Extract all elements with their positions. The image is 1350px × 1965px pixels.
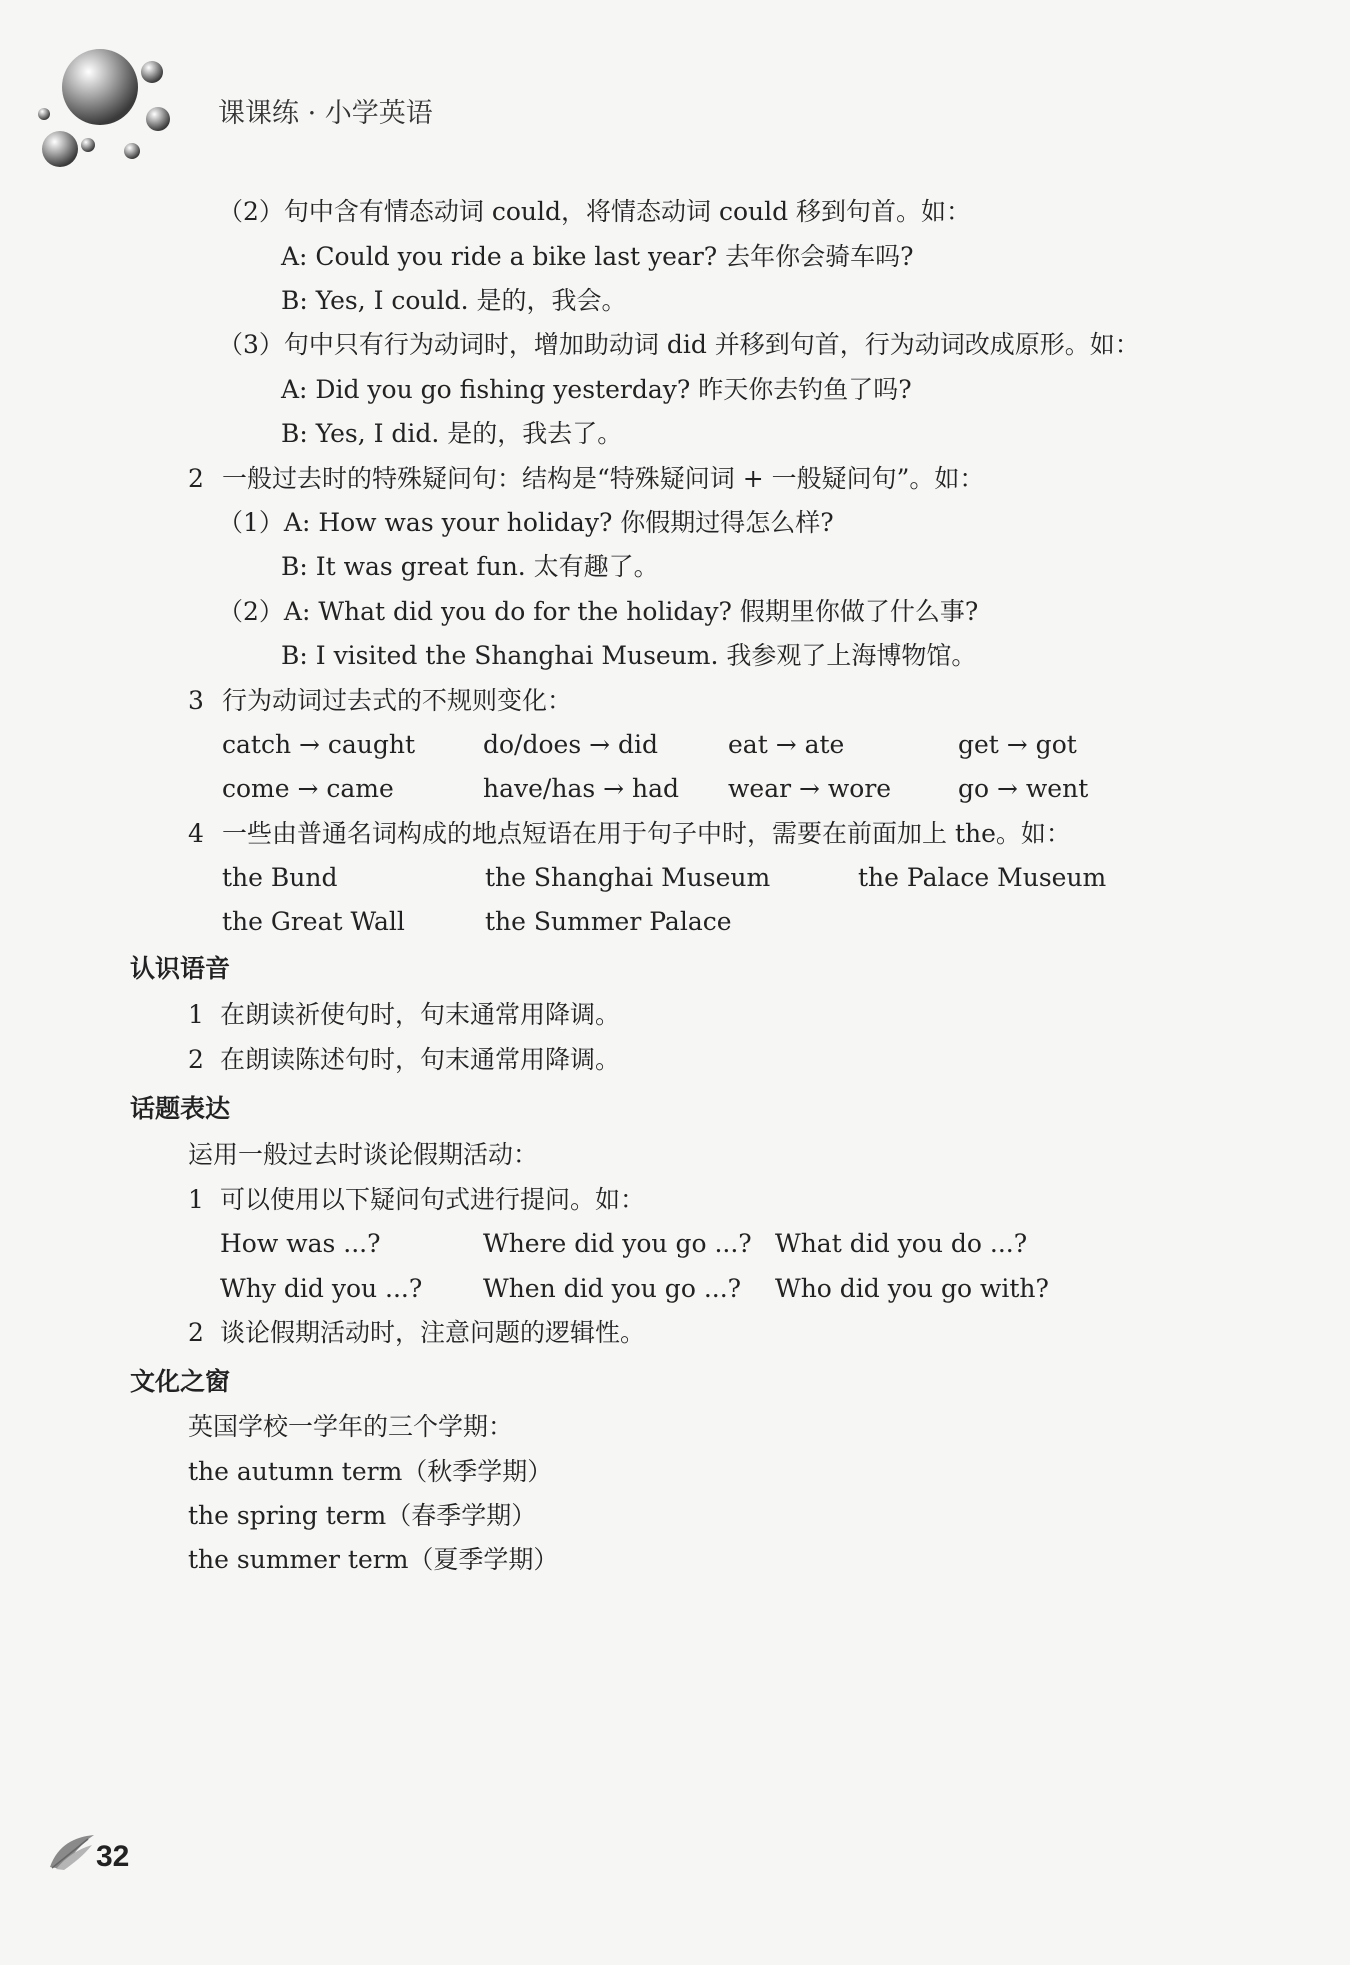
example-b: B: Yes, I could. 是的，我会。 — [281, 286, 627, 315]
point-text: 在朗读祈使句时，句末通常用降调。 — [220, 1000, 621, 1029]
point-text: 一般过去时的特殊疑问句：结构是“特殊疑问词 + 一般疑问句”。如： — [222, 464, 985, 493]
place-phrase: the Bund — [222, 863, 338, 892]
verb-form: get → got — [958, 730, 1077, 759]
example-b: B: I visited the Shanghai Museum. 我参观了上海博物馆。 — [281, 641, 977, 670]
point-number: 2 — [188, 1045, 204, 1074]
place-phrase: the Palace Museum — [858, 863, 1107, 892]
example-b: B: It was great fun. 太有趣了。 — [281, 552, 659, 581]
section-intro: 英国学校一学年的三个学期： — [188, 1412, 514, 1441]
example-a: （1）A: How was your holiday? 你假期过得怎么样? — [218, 508, 834, 537]
term-item: the autumn term（秋季学期） — [188, 1457, 553, 1486]
verb-form: catch → caught — [222, 730, 416, 759]
verb-form: come → came — [222, 774, 394, 803]
place-phrase: the Shanghai Museum — [485, 863, 771, 892]
point-text: 在朗读陈述句时，句末通常用降调。 — [220, 1045, 621, 1074]
header-title: 课课练 · 小学英语 — [218, 98, 433, 129]
verb-form: have/has → had — [483, 774, 680, 803]
page-number: 32 — [96, 1840, 130, 1873]
leaf-icon — [48, 1833, 96, 1871]
question-pattern: How was ...? — [220, 1229, 381, 1258]
term-item: the summer term（夏季学期） — [188, 1545, 559, 1574]
verb-form: eat → ate — [728, 730, 845, 759]
example-a: （2）A: What did you do for the holiday? 假期里你做了什么事? — [218, 597, 979, 626]
section-heading: 话题表达 — [130, 1094, 231, 1123]
point-number: 3 — [188, 686, 204, 715]
verb-form: wear → wore — [728, 774, 892, 803]
point-number: 1 — [188, 1185, 204, 1214]
question-pattern: Why did you ...? — [220, 1274, 423, 1303]
example-a: A: Could you ride a bike last year? 去年你会骑车吗? — [281, 242, 914, 271]
section-heading: 认识语音 — [130, 954, 231, 983]
question-pattern: Who did you go with? — [775, 1274, 1049, 1303]
verb-form: do/does → did — [483, 730, 658, 759]
term-item: the spring term（春季学期） — [188, 1501, 537, 1530]
example-b: B: Yes, I did. 是的，我去了。 — [281, 419, 623, 448]
example-a: A: Did you go fishing yesterday? 昨天你去钓鱼了吗? — [281, 375, 912, 404]
point-number: 4 — [188, 819, 204, 848]
question-pattern: What did you do ...? — [775, 1229, 1028, 1258]
verb-form: go → went — [958, 774, 1089, 803]
section-intro: 运用一般过去时谈论假期活动： — [188, 1140, 539, 1169]
question-pattern: Where did you go ...? — [483, 1229, 752, 1258]
point-text: 一些由普通名词构成的地点短语在用于句子中时，需要在前面加上 the。如： — [222, 819, 1071, 848]
section-heading: 文化之窗 — [130, 1367, 231, 1396]
bubbles-decoration — [30, 45, 180, 175]
point-number: 2 — [188, 1318, 204, 1347]
place-phrase: the Great Wall — [222, 907, 405, 936]
point-text: 可以使用以下疑问句式进行提问。如： — [220, 1185, 646, 1214]
point-number: 1 — [188, 1000, 204, 1029]
point-number: 2 — [188, 464, 204, 493]
question-pattern: When did you go ...? — [483, 1274, 742, 1303]
grammar-item-2-3: （3）句中只有行为动词时，增加助动词 did 并移到句首，行为动词改成原形。如： — [218, 330, 1140, 359]
grammar-item-2-2: （2）句中含有情态动词 could，将情态动词 could 移到句首。如： — [218, 197, 972, 226]
place-phrase: the Summer Palace — [485, 907, 732, 936]
point-text: 行为动词过去式的不规则变化： — [222, 686, 573, 715]
point-text: 谈论假期活动时，注意问题的逻辑性。 — [220, 1318, 646, 1347]
